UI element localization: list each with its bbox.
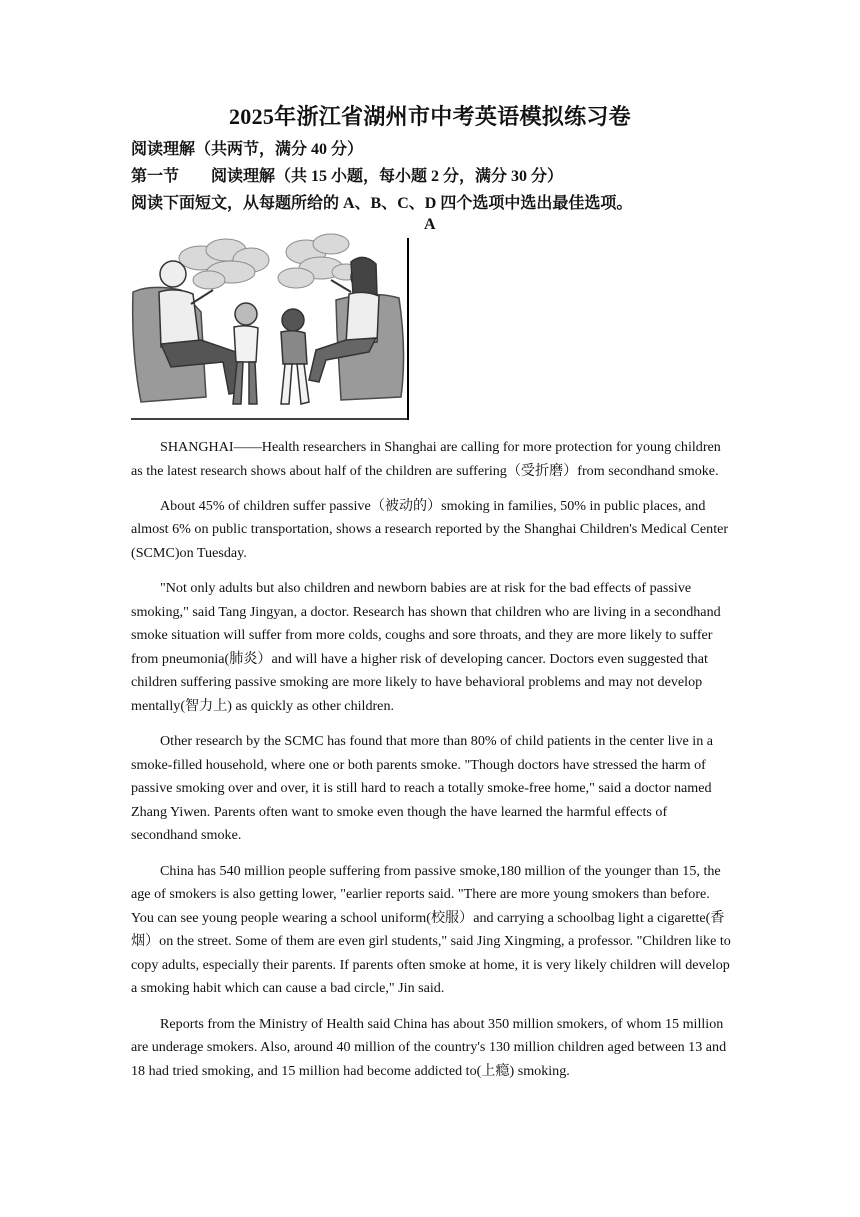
passage-paragraph: Other research by the SCMC has found that more than 80% of child patients in the center live in a smoke-filled household, where one or both parents smoke. "Though doctors have stressed the harm of passive smoking over and over, it is still hard to reach a totally smoke-free home," said a doctor named Zhang Yiwen. Parents often want to smoke even though the have learned the harmful effects of secondhand smoke. xyxy=(131,733,714,844)
instruction-line: 阅读下面短文，从每题所给的 A、B、C、D 四个选项中选出最佳选项。 xyxy=(131,195,633,212)
reading-passage xyxy=(131,436,731,1095)
passage-paragraph: About 45% of children suffer passive（被动的）smoking in families, 50% in public places, and almost 6% on public transportation, shows a research reported by the Shanghai Children's Medical Center (SCMC)on Tuesday. xyxy=(131,497,729,561)
passage-paragraph: China has 540 million people suffering from passive smoke,180 million of the younger than 15, the age of smokers is also getting lower, "earlier reports said. "There are more young smokers than before. You can see young people wearing a school uniform(校服）and carrying a schoolbag light a cigarette(香烟）on the street. Some of them are even girl students," said Jing Xingming, a professor. "Children like to copy adults, especially their parents. If parents often smoke at home, it is very likely children will develop a smoking habit which can cause a bad circle," Jin said. xyxy=(131,862,731,997)
passive-smoking-illustration xyxy=(131,232,411,420)
section-heading: 第一节 阅读理解（共 15 小题，每小题 2 分，满分 30 分） xyxy=(131,168,564,185)
passage-paragraph: SHANGHAI——Health researchers in Shanghai are calling for more protection for young children as the latest research shows about half of the children are suffering（受折磨）from secondhand smoke. xyxy=(131,439,721,479)
page-title: 2025年浙江省湖州市中考英语模拟练习卷 xyxy=(228,104,631,129)
passage-letter: A xyxy=(424,216,436,233)
passage-paragraph: Reports from the Ministry of Health said China has about 350 million smokers, of whom 15 million are underage smokers. Also, around 40 million of the country's 130 million children aged between 13 and 18 had tried smoking, and 15 million had become addicted to(上瘾) smoking. xyxy=(131,1015,727,1079)
part-heading: 阅读理解（共两节，满分 40 分） xyxy=(131,141,364,158)
passage-paragraph: "Not only adults but also children and newborn babies are at risk for the bad effects of passive smoking," said Tang Jingyan, a doctor. Research has shown that children who are living in a secondhand smoke situation will suffer from more colds, coughs and sore throats, and they are more likely to suffer from pneumonia(肺炎）and will have a higher risk of developing cancer. Doctors even suggested that children suffering passive smoking are more likely to have behavioral problems and may not develop mentally(智力上) as quickly as other children. xyxy=(131,579,721,714)
